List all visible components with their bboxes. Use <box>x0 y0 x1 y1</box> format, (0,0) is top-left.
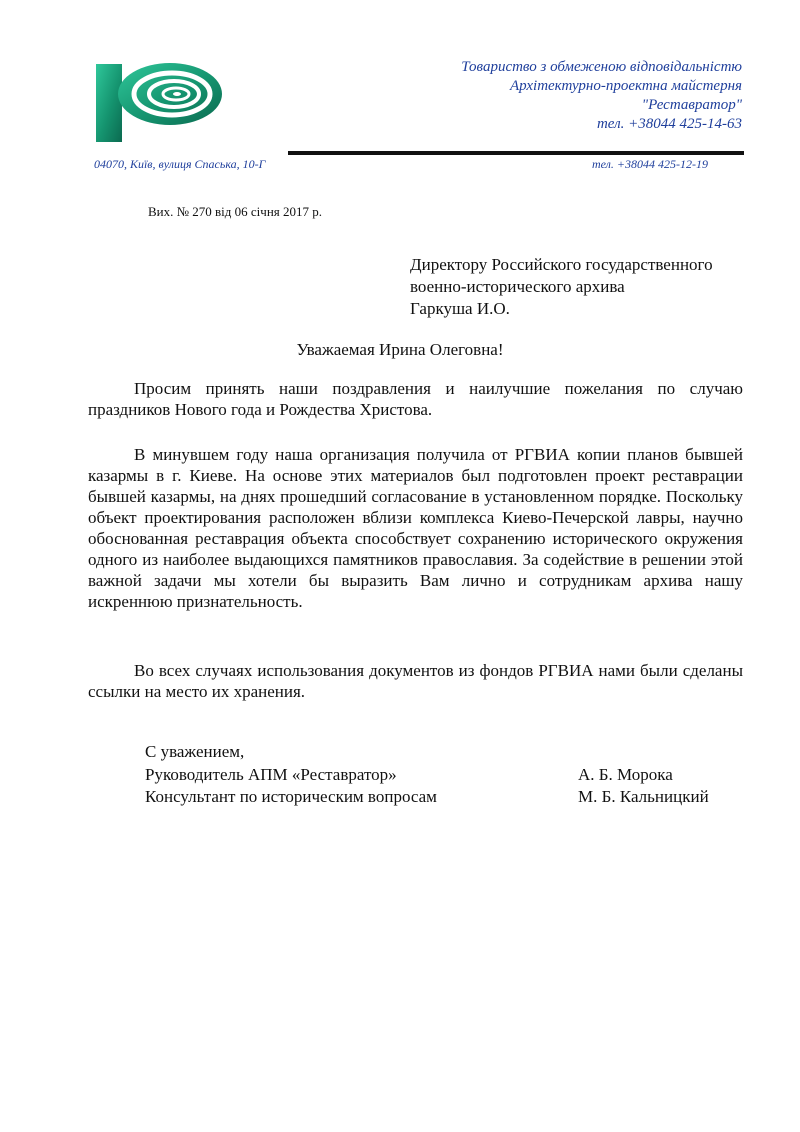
org-phone: тел. +38044 425-14-63 <box>596 116 742 132</box>
letterhead-divider <box>288 151 744 155</box>
signatory-role: Руководитель АПМ «Реставратор» <box>145 765 397 784</box>
signatory-name: А. Б. Морока <box>578 765 673 784</box>
recipient-block <box>410 254 713 320</box>
body-paragraph: Просим принять наши поздравления и наилучшие пожелания по случаю праздников Нового года и Рождества Христова. <box>88 379 743 419</box>
signatory-role: Консультант по историческим вопросам <box>145 787 437 806</box>
org-workshop: Архітектурно-проектна майстерня <box>510 78 742 94</box>
signatory-name: М. Б. Кальницкий <box>578 787 709 806</box>
letterhead-org-block <box>322 58 742 134</box>
org-phone-secondary: тел. +38044 425-12-19 <box>591 157 708 171</box>
salutation: Уважаемая Ирина Олеговна! <box>296 340 504 359</box>
recipient-name: Гаркуша И.О. <box>410 299 510 318</box>
org-name: Товариство з обмеженою відповідальністю <box>461 59 742 75</box>
restavrator-spiral-logo-icon <box>92 58 224 146</box>
closing: С уважением, <box>145 742 245 761</box>
body-paragraph: В минувшем году наша организация получила от РГВИА копии планов бывшей казармы в г. Киеве. На основе этих материалов был подготовлен проект реставрации бывшей казармы, на днях прошедший согласование в установленном порядке. Поскольку объект проектирования расположен вблизи комплекса Киево-Печерской лавры, научно обоснованная реставрация объекта способствует сохранению исторического окружения одного из наиболее выдающихся памятников православия. За содействие в решении этой важной задачи мы хотели бы выразить Вам лично и сотрудникам архива нашу искреннюю признательность. <box>88 445 743 611</box>
org-brand: "Реставратор" <box>641 97 742 113</box>
recipient-line: Директору Российского государственного <box>410 255 713 274</box>
outgoing-reference: Вих. № 270 від 06 січня 2017 р. <box>148 204 323 219</box>
body-paragraph: Во всех случаях использования документов из фондов РГВИА нами были сделаны ссылки на место их хранения. <box>88 661 743 701</box>
org-address: 04070, Київ, вулиця Спаська, 10-Г <box>94 157 266 171</box>
recipient-line: военно-исторического архива <box>410 277 625 296</box>
